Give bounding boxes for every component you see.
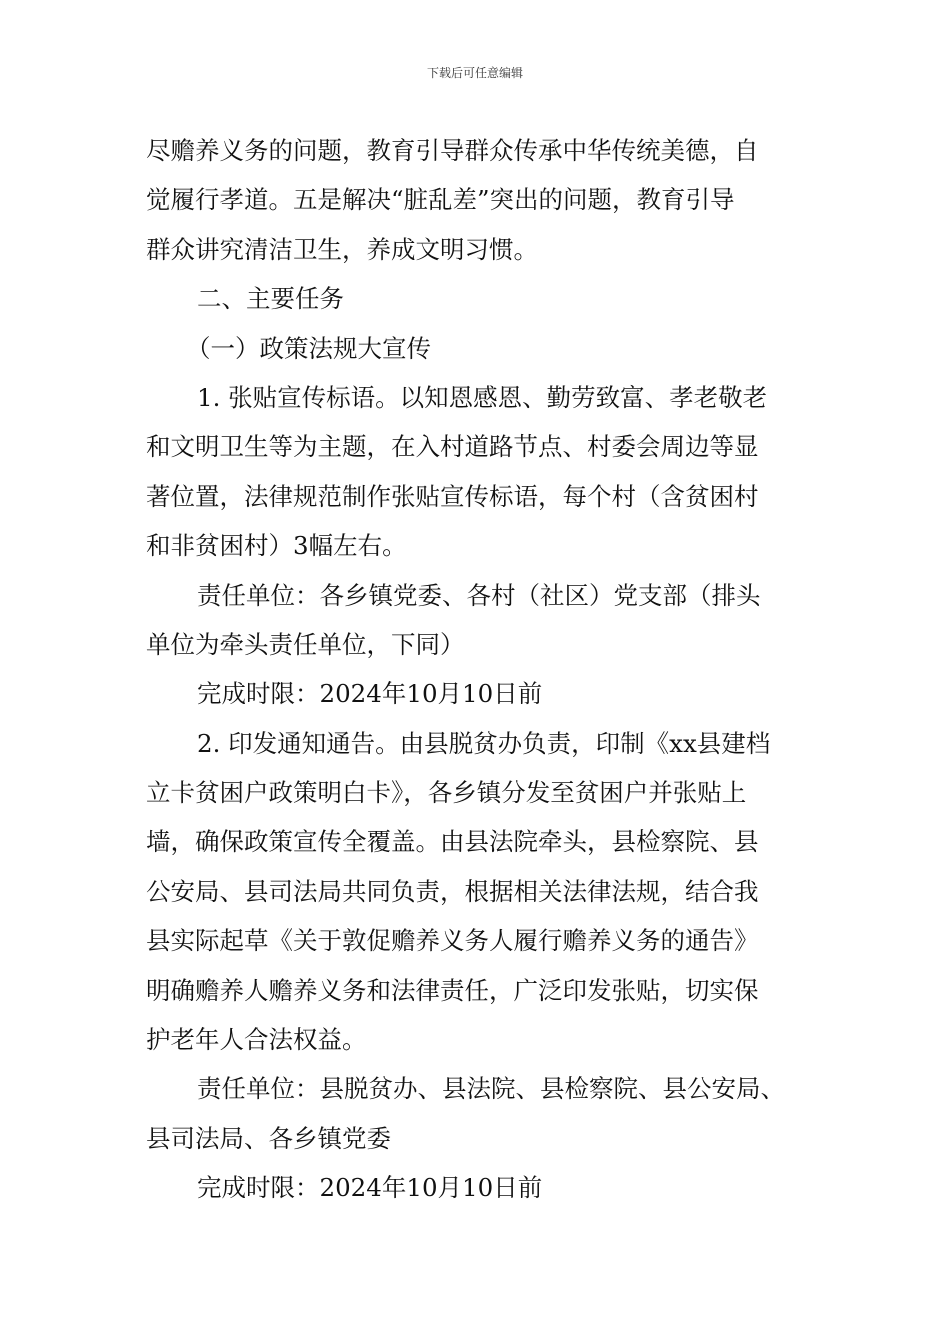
paragraph-line: 和非贫困村）3幅左右。 [146,531,407,561]
responsibility-line: 责任单位：各乡镇党委、各村（社区）党支部（排头 [197,580,761,610]
paragraph-line: 觉履行孝道。五是解决“脏乱差”突出的问题，教育引导 [146,185,735,215]
paragraph-line: 县实际起草《关于敦促赡养义务人履行赡养义务的通告》 [146,926,759,956]
paragraph-line: 明确赡养人赡养义务和法律责任，广泛印发张贴，切实保 [146,975,759,1005]
paragraph-line: 和文明卫生等为主题，在入村道路节点、村委会周边等显 [146,432,759,462]
paragraph-line: 墙，确保政策宣传全覆盖。由县法院牵头，县检察院、县 [146,827,759,857]
paragraph-line: 2. 印发通知通告。由县脱贫办负责，印制《xx县建档 [197,728,771,758]
paragraph-line: 1. 张贴宣传标语。以知恩感恩、勤劳致富、孝老敬老 [197,382,768,412]
paragraph-line: 护老年人合法权益。 [146,1025,367,1055]
document-body [146,126,826,1213]
subsection-heading: （一）政策法规大宣传 [186,333,431,363]
responsibility-line: 县司法局、各乡镇党委 [146,1123,391,1153]
responsibility-line: 责任单位：县脱贫办、县法院、县检察院、县公安局、 [197,1074,785,1104]
responsibility-line: 单位为牵头责任单位，下同） [146,629,465,659]
paragraph-line: 著位置，法律规范制作张贴宣传标语，每个村（含贫困村 [146,481,759,511]
paragraph-line: 群众讲究清洁卫生，养成文明习惯。 [146,234,538,264]
deadline-line: 完成时限：2024年10月10日前 [197,1173,543,1203]
section-heading: 二、主要任务 [197,284,344,314]
paragraph-line: 尽赡养义务的问题，教育引导群众传承中华传统美德，自 [146,136,759,165]
paragraph-line: 公安局、县司法局共同负责，根据相关法律法规，结合我 [146,876,759,906]
deadline-line: 完成时限：2024年10月10日前 [197,679,543,709]
paragraph-line: 立卡贫困户政策明白卡》，各乡镇分发至贫困户并张贴上 [146,778,747,808]
page-header: 下载后可任意编辑 [426,66,523,80]
